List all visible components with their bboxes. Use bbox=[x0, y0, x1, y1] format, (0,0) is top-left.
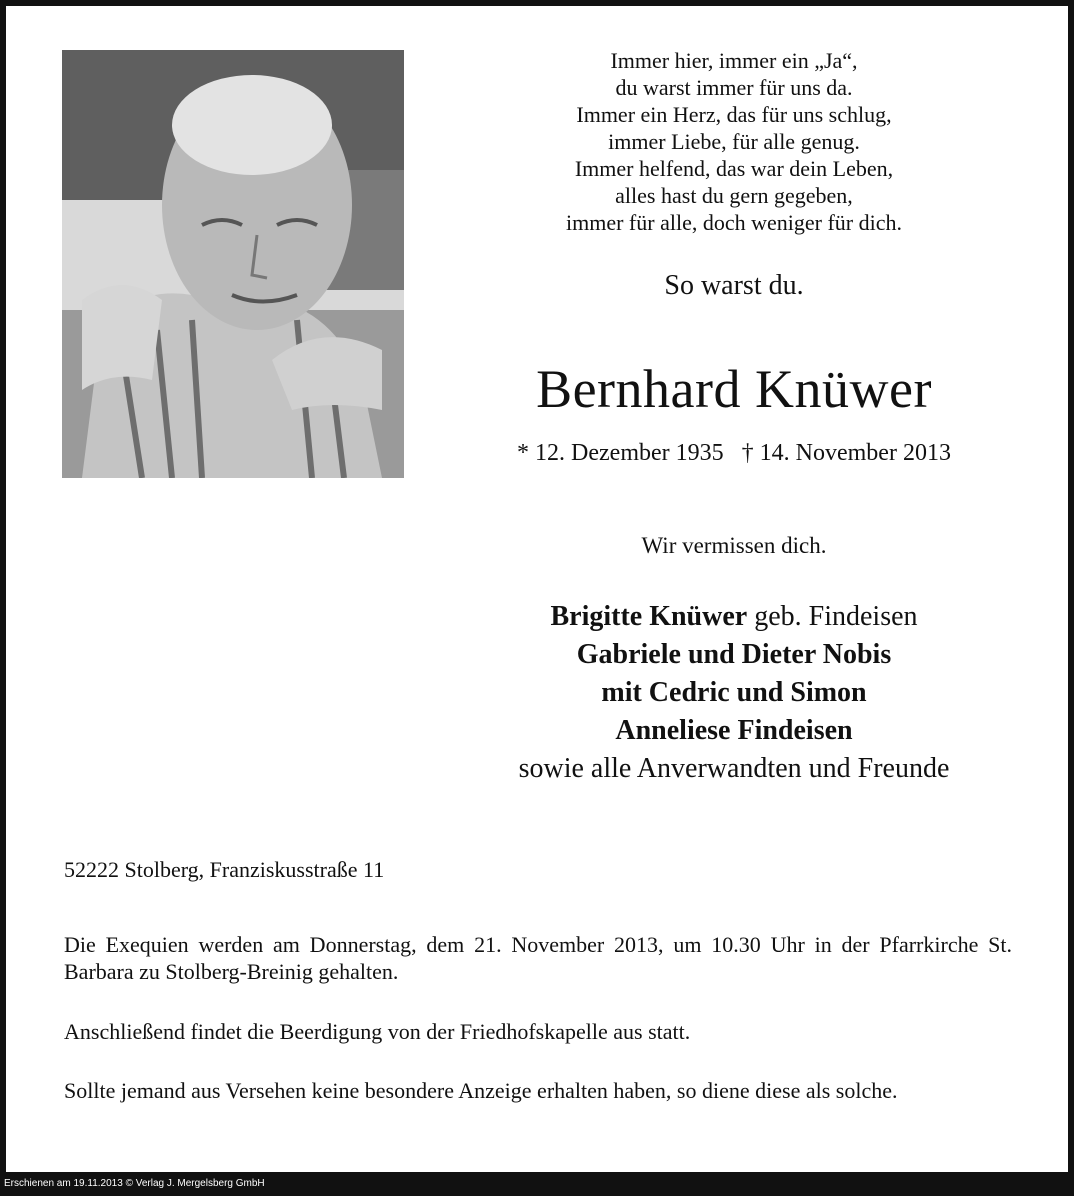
mourner-maiden-name: geb. Findeisen bbox=[747, 601, 918, 632]
poem-line: Immer hier, immer ein „Ja“, bbox=[610, 48, 858, 73]
mourner-line: Anneliese Findeisen bbox=[615, 715, 853, 746]
deceased-name: Bernhard Knüwer bbox=[536, 359, 932, 419]
service-paragraph: Die Exequien werden am Donnerstag, dem 21. November 2013, um 10.30 Uhr in der Pfarrkirche St. Barbara zu Stolberg-Breinig gehalten. bbox=[64, 932, 1012, 984]
mourner-name: Brigitte Knüwer bbox=[550, 601, 748, 632]
portrait-photo bbox=[62, 50, 404, 478]
mourners-list bbox=[404, 598, 1064, 788]
poem-line: du warst immer für uns da. bbox=[615, 75, 853, 100]
life-dates: * 12. Dezember 1935 † 14. November 2013 bbox=[517, 440, 951, 466]
mourner-line bbox=[404, 598, 1064, 636]
mourner-line: mit Cedric und Simon bbox=[601, 677, 867, 708]
poem-line: immer für alle, doch weniger für dich. bbox=[566, 210, 902, 235]
poem-line: immer Liebe, für alle genug. bbox=[608, 129, 860, 154]
miss-line: Wir vermissen dich. bbox=[641, 533, 827, 558]
burial-paragraph: Anschließend findet die Beerdigung von der Friedhofskapelle aus statt. bbox=[64, 1019, 691, 1044]
mourner-line: Gabriele und Dieter Nobis bbox=[576, 639, 892, 670]
poem-line: Immer ein Herz, das für uns schlug, bbox=[576, 102, 892, 127]
address: 52222 Stolberg, Franziskusstraße 11 bbox=[64, 857, 385, 882]
poem-line: Immer helfend, das war dein Leben, bbox=[574, 156, 894, 181]
mourner-line: sowie alle Anverwandten und Freunde bbox=[518, 753, 950, 784]
closing-line: So warst du. bbox=[664, 270, 804, 301]
publication-footer: Erschienen am 19.11.2013 © Verlag J. Mergelsberg GmbH bbox=[0, 1172, 1074, 1196]
poem bbox=[404, 47, 1064, 236]
portrait-illustration bbox=[62, 50, 404, 478]
poem-line: alles hast du gern gegeben, bbox=[615, 183, 853, 208]
notice-paragraph: Sollte jemand aus Versehen keine besondere Anzeige erhalten haben, so diene diese als solche. bbox=[64, 1078, 898, 1103]
